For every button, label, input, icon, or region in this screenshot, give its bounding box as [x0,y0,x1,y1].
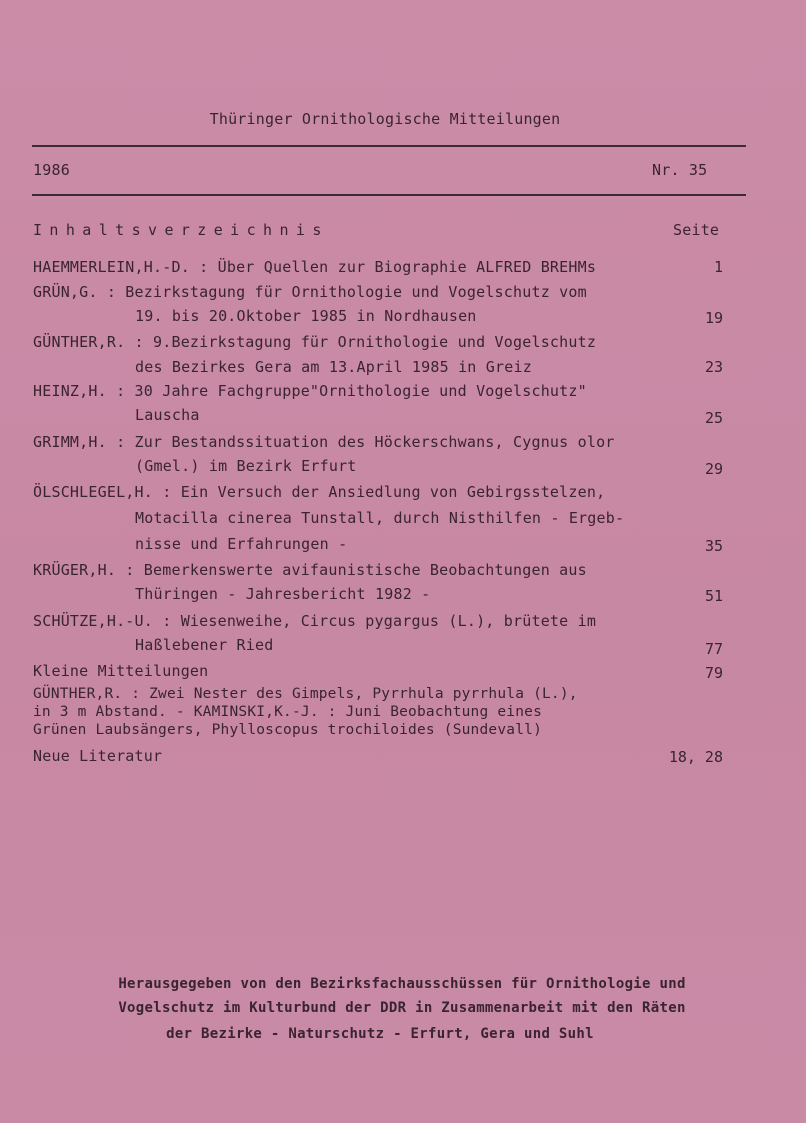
contents-heading: Inhaltsverzeichnis [33,221,329,239]
publisher-note-line: Vogelschutz im Kulturbund der DDR in Zusammenarbeit mit den Räten [118,1000,686,1016]
toc-entry-continuation: Thüringen - Jahresbericht 1982 - [135,585,431,603]
toc-entry-title: HAEMMERLEIN,H.-D. : Über Quellen zur Biographie ALFRED BREHMs [33,258,597,276]
note-line: Grünen Laubsängers, Phylloscopus trochiloides (Sundevall) [33,722,542,738]
toc-entry-continuation: 19. bis 20.Oktober 1985 in Nordhausen [135,307,477,325]
toc-entry-title: GRIMM,H. : Zur Bestandssituation des Höckerschwans, Cygnus olor [33,433,615,451]
toc-entry-continuation: des Bezirkes Gera am 13.April 1985 in Greiz [135,358,532,376]
issue-number: Nr. 35 [652,161,708,179]
section-kleine-mitteilungen: Kleine Mitteilungen [33,662,209,680]
page-column-heading: Seite [673,221,720,239]
toc-entry-page: 25 [704,409,723,427]
toc-entry-page: 29 [704,460,723,478]
toc-entry-title: KRÜGER,H. : Bemerkenswerte avifaunistische Beobachtungen aus [33,561,587,579]
publisher-note-line: der Bezirke - Naturschutz - Erfurt, Gera und Suhl [166,1026,594,1042]
toc-entry-title: SCHÜTZE,H.-U. : Wiesenweihe, Circus pygargus (L.), brütete im [33,612,597,630]
toc-entry-page: 23 [704,358,723,376]
publisher-note-line: Herausgegeben von den Bezirksfachausschüssen für Ornithologie und [118,976,686,992]
toc-entry-continuation: Lauscha [135,406,200,424]
toc-entry-page: 35 [704,537,723,555]
toc-entry-continuation: Haßlebener Ried [135,636,274,654]
toc-entry-page: 19 [704,309,723,327]
journal-title: Thüringer Ornithologische Mitteilungen [209,110,561,128]
toc-entry-continuation: Motacilla cinerea Tunstall, durch Nisthilfen - Ergeb- [135,509,625,527]
toc-entry-title: GÜNTHER,R. : 9.Bezirkstagung für Ornithologie und Vogelschutz [33,333,597,351]
toc-entry-continuation: nisse und Erfahrungen - [135,535,348,553]
year: 1986 [33,161,70,179]
toc-entry-page: 77 [704,640,723,658]
toc-entry-continuation: (Gmel.) im Bezirk Erfurt [135,457,357,475]
section-page: 18, 28 [668,748,723,766]
section-neue-literatur: Neue Literatur [33,747,163,765]
toc-entry-title: HEINZ,H. : 30 Jahre Fachgruppe"Ornithologie und Vogelschutz" [33,382,587,400]
toc-entry-page: 1 [713,258,723,276]
toc-entry-title: ÖLSCHLEGEL,H. : Ein Versuch der Ansiedlung von Gebirgsstelzen, [33,483,606,501]
toc-entry-title: GRÜN,G. : Bezirkstagung für Ornithologie und Vogelschutz vom [33,283,587,301]
bottom-rule [32,194,746,196]
section-page: 79 [704,664,723,682]
note-line: GÜNTHER,R. : Zwei Nester des Gimpels, Pyrrhula pyrrhula (L.), [33,686,578,702]
top-rule [32,145,746,147]
toc-entry-page: 51 [704,587,723,605]
note-line: in 3 m Abstand. - KAMINSKI,K.-J. : Juni Beobachtung eines [33,704,542,720]
